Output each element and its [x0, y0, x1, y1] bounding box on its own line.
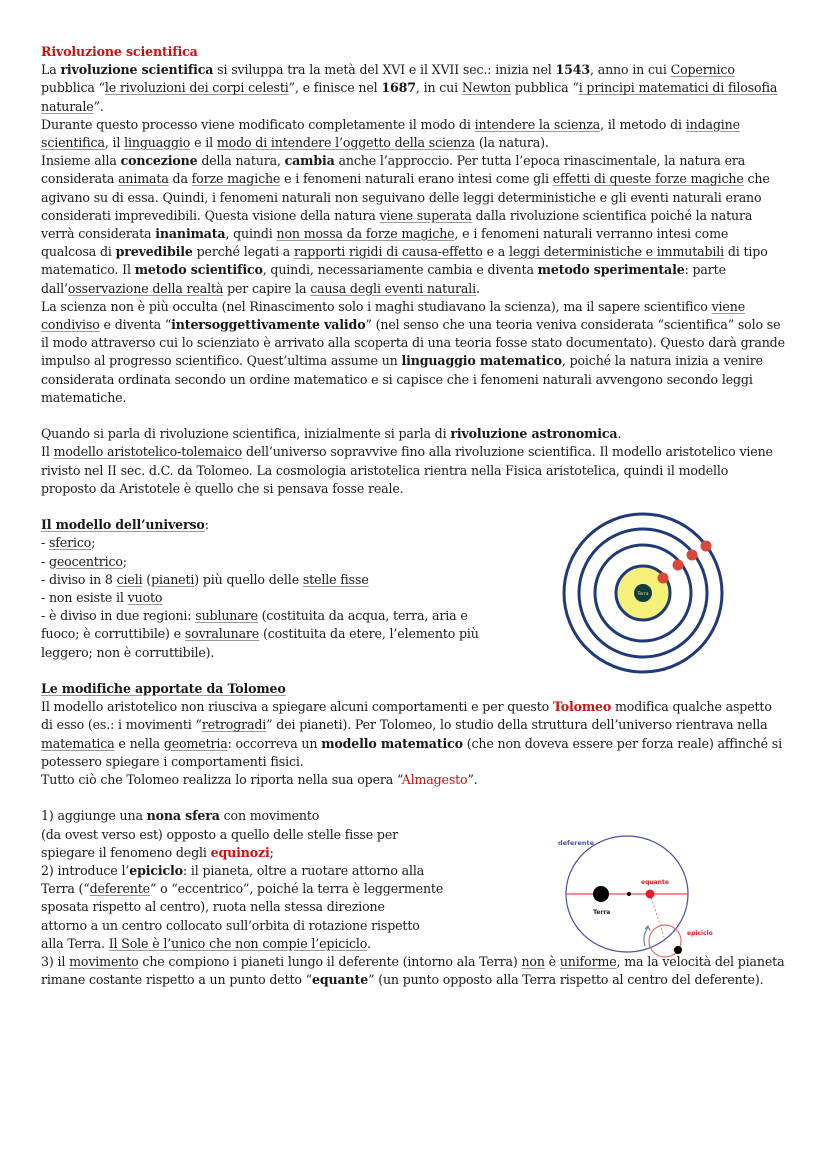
text: : parte dall’	[41, 262, 726, 296]
underlined-term: leggi deterministiche e immutabili	[508, 244, 725, 260]
underlined-term: causa degli eventi naturali	[310, 280, 477, 296]
text: dalla rivoluzione scientifica poiché la natura verrà considerata	[41, 207, 753, 242]
text: e diventa “	[99, 317, 172, 333]
text: ”.	[93, 98, 104, 114]
text: e il	[190, 135, 217, 151]
model-item	[41, 534, 501, 552]
page-title: Rivoluzione scientifica	[41, 44, 198, 59]
planet-icon	[673, 560, 684, 571]
text: (costituita da etere, l’elemento più leggero; non è corruttibile).	[41, 626, 479, 660]
underlined-term: Il Sole è l’unico che non compie l’epiciclo	[108, 935, 367, 951]
model-item	[41, 607, 501, 662]
text: pubblica “	[41, 80, 105, 96]
text: La scienza non è più occulta (nel Rinascimento solo i maghi studiavano la scienza), ma il sapere scientifico	[41, 298, 712, 314]
highlight-term: Tolomeo	[552, 699, 612, 715]
text: della natura,	[197, 153, 285, 169]
text: , in cui	[415, 80, 462, 96]
text: (da ovest verso est) opposto a quello delle stelle fisse per	[41, 826, 398, 842]
text: (costituita da acqua, terra, aria e fuoco; è corruttibile) e	[41, 608, 468, 642]
text: (che non doveva essere per forza reale) affinché si potessero spiegare i comportamenti fisici.	[41, 735, 782, 769]
text: ) più quello delle	[194, 571, 303, 587]
text: .	[367, 935, 371, 951]
bold-term: rivoluzione scientifica	[60, 62, 214, 78]
text: ;	[269, 844, 274, 860]
underlined-term: le rivoluzioni dei corpi celesti	[104, 80, 289, 96]
section-heading: Le modifiche apportate da Tolomeo	[41, 681, 286, 697]
center-point-icon	[627, 892, 631, 896]
text: , e i fenomeni naturali verranno intesi come qualcosa di	[41, 226, 729, 260]
underlined-term: stelle fisse	[302, 571, 369, 587]
highlight-term: equinozi	[210, 844, 270, 860]
text: si sviluppa tra la metà del XVI e il XVII sec.: inizia nel	[213, 62, 556, 78]
bold-term: nona sfera	[146, 808, 220, 824]
planet-icon	[658, 573, 669, 584]
text: anche l’approccio. Per tutta l’epoca rinascimentale, la natura era considerata	[41, 153, 746, 187]
earth-label: Terra	[637, 592, 649, 597]
text: 1) aggiunge una	[41, 808, 147, 824]
model-item	[41, 553, 501, 571]
underlined-term: geometria	[163, 735, 228, 751]
planet-icon	[687, 550, 698, 561]
text: ” o “eccentrico”, poiché la terra è leggermente	[149, 881, 444, 897]
underlined-term: effetti di queste forze magiche	[552, 171, 744, 187]
text: da	[168, 171, 192, 187]
bold-term: concezione	[120, 153, 198, 169]
underlined-term: forze magiche	[191, 171, 281, 187]
planet-icon	[674, 946, 682, 954]
paragraph-5	[41, 425, 786, 498]
tolomeo-paragraph	[41, 698, 786, 771]
text: dell’universo sopravvive fino alla rivoluzione scientifica. Il modello aristotelico viene rivisto nel II sec. d.C. da Tolomeo. La cosmologia aristotelica rientra nella Fisica aristotelica, quindi il modello proposto da Aristotele è quello che si pensava fosse reale.	[41, 444, 773, 496]
underlined-term: animata	[118, 171, 169, 187]
paragraph-2	[41, 116, 786, 152]
text: che compiono i pianeti lungo il deferente (intorno ala Terra)	[138, 954, 522, 970]
text: - non esiste il	[41, 590, 128, 606]
underlined-term: indagine scientifica	[41, 116, 740, 151]
text: ;	[122, 553, 127, 569]
underlined-term: sublunare	[195, 608, 258, 624]
underlined-term: matematica	[41, 735, 115, 751]
text: -	[41, 535, 49, 551]
text: Il	[41, 444, 54, 460]
text: , quindi, necessariamente cambia e diventa	[262, 262, 538, 278]
underlined-term: osservazione della realtà	[67, 280, 224, 296]
bold-term: equante	[311, 972, 369, 988]
text: Il modello aristotelico non riusciva a spiegare alcuni comportamenti e per questo	[41, 699, 553, 715]
text: - diviso in 8	[41, 571, 117, 587]
text: (	[142, 571, 152, 587]
bold-term: epiciclo	[129, 863, 183, 879]
bold-term: intersoggettivamente valido	[171, 317, 366, 333]
text: , quindi	[225, 226, 277, 242]
underlined-term: modello aristotelico-tolemaico	[53, 444, 243, 460]
deferente-label: deferente	[558, 839, 595, 847]
text: : il pianeta, oltre a ruotare attorno alla	[182, 863, 425, 879]
text: sposata rispetto al centro), ruota nella stessa direzione	[41, 899, 385, 915]
underlined-term: deferente	[89, 881, 150, 897]
intro-paragraph	[41, 61, 786, 116]
text: alla Terra.	[41, 935, 109, 951]
text: :	[204, 517, 209, 533]
text: e a	[482, 244, 509, 260]
underlined-term: sovralunare	[184, 626, 260, 642]
section-heading: Il modello dell’universo	[41, 517, 205, 533]
bold-term: prevedibile	[115, 244, 193, 260]
bold-term: modello matematico	[321, 735, 463, 751]
text: - è diviso in due regioni:	[41, 608, 196, 624]
spacer	[41, 407, 786, 425]
highlight-term: Almagesto	[401, 772, 468, 788]
underlined-term: linguaggio	[124, 135, 191, 151]
underlined-term: movimento	[69, 954, 139, 970]
equante-label: equante	[641, 879, 669, 886]
bold-term: rivoluzione astronomica	[450, 426, 618, 442]
model-section	[41, 516, 501, 662]
text: ”, e finisce nel	[288, 80, 382, 96]
model-item	[41, 571, 501, 589]
paragraph-4	[41, 298, 786, 407]
text: Quando si parla di rivoluzione scientifica, inizialmente si parla di	[41, 426, 451, 442]
underlined-term: Newton	[461, 80, 511, 96]
underlined-term: cieli	[116, 571, 143, 587]
text: ” dei pianeti). Per Tolomeo, lo studio della struttura dell’universo rientrava nella	[266, 717, 768, 733]
underlined-term: Copernico	[670, 62, 735, 78]
terra-label: Terra	[593, 909, 611, 916]
text: che agivano su di essa. Quindi, i fenomeni naturali non seguivano delle leggi deterministiche e gli eventi naturali erano considerati imprevedibili. Questa visione della natura	[41, 171, 770, 223]
text: ” (un punto opposto alla Terra rispetto al centro del deferente).	[368, 972, 764, 988]
text: attorno a un centro collocato sull’orbita di rotazione rispetto	[41, 917, 420, 933]
text: ;	[91, 535, 96, 551]
underlined-term: viene condiviso	[41, 298, 746, 333]
text: , il metodo di	[600, 116, 686, 132]
text: : occorreva un	[227, 735, 322, 751]
text: , ma la velocità del pianeta rimane costante rispetto a un punto detto “	[41, 954, 785, 988]
year-start: 1543	[555, 62, 590, 78]
text: , anno in cui	[590, 62, 667, 78]
text: Durante questo processo viene modificato completamente il modo di	[41, 116, 475, 132]
text: ”.	[467, 772, 478, 788]
text: di tipo matematico. Il	[41, 244, 768, 278]
epiciclo-label: epiciclo	[687, 930, 713, 937]
text: -	[41, 553, 49, 569]
underlined-term: uniforme	[559, 954, 617, 970]
underlined-term: non mossa da forze magiche	[276, 226, 455, 242]
text: , poiché la natura inizia a venire considerata ordinata secondo un ordine matematico e si capisce che i fenomeni naturali avvengono secondo leggi matematiche.	[41, 353, 763, 405]
text: 3) il	[41, 954, 70, 970]
text: e nella	[114, 735, 164, 751]
underlined-term: modo di intendere l’oggetto della scienza	[216, 135, 475, 151]
text: è	[544, 954, 560, 970]
text: 2) introduce l’	[41, 863, 130, 879]
bold-term: inanimata	[155, 226, 226, 242]
text: .	[476, 280, 480, 296]
text: Terra (“	[41, 881, 90, 897]
paragraph-3	[41, 152, 786, 298]
epicycle-diagram	[552, 828, 732, 968]
bold-term: metodo sperimentale	[537, 262, 685, 278]
rotation-arrow-icon	[644, 927, 648, 946]
text: La	[41, 62, 61, 78]
bold-term: linguaggio matematico	[401, 353, 562, 369]
underlined-term: i principi matematici di filosofia naturale	[41, 80, 778, 114]
text: ” (nel senso che una teoria veniva considerata “scientifica” solo se il modo attraverso cui lo scienziato è arrivato alla scoperta di una teoria fosse stato documentato). Questo darà grande impulso al progresso scientifico. Quest’ultima assume un	[41, 317, 785, 369]
underlined-term: sferico	[48, 535, 92, 551]
text: e i fenomeni naturali erano intesi come gli	[280, 171, 553, 187]
bold-term: cambia	[284, 153, 335, 169]
underlined-term: rapporti rigidi di causa-effetto	[294, 244, 483, 260]
underlined-term: pianeti	[151, 571, 195, 587]
year-end: 1687	[381, 80, 416, 96]
text: con movimento	[219, 808, 320, 824]
text: perché legati a	[192, 244, 295, 260]
spacer	[41, 789, 786, 807]
underlined-term: vuoto	[127, 590, 163, 606]
tolomeo-heading	[41, 680, 786, 698]
almagesto-line	[41, 771, 786, 789]
text: per capire la	[223, 280, 311, 296]
underlined-term: geocentrico	[48, 553, 123, 569]
underlined-term: retrogradi	[201, 717, 267, 733]
text: pubblica “	[510, 80, 579, 96]
text: Insieme alla	[41, 153, 121, 169]
text: (la natura).	[474, 135, 549, 151]
equant-radius-line	[650, 894, 665, 940]
geocentric-universe-diagram	[560, 510, 730, 680]
text: spiegare il fenomeno degli	[41, 844, 211, 860]
text: .	[617, 426, 622, 442]
model-item	[41, 589, 501, 607]
underlined-term: intendere la scienza	[474, 116, 601, 132]
text: modifica qualche aspetto di esso (es.: i movimenti “	[41, 699, 772, 733]
earth-icon	[593, 886, 609, 902]
underlined-term: viene superata	[379, 207, 472, 223]
planet-icon	[701, 541, 712, 552]
text: Tutto ciò che Tolomeo realizza lo riporta nella sua opera “	[41, 772, 402, 788]
model-heading	[41, 516, 501, 534]
underlined-term: non	[521, 954, 545, 970]
text: , il	[104, 135, 125, 151]
bold-term: metodo scientifico	[134, 262, 263, 278]
